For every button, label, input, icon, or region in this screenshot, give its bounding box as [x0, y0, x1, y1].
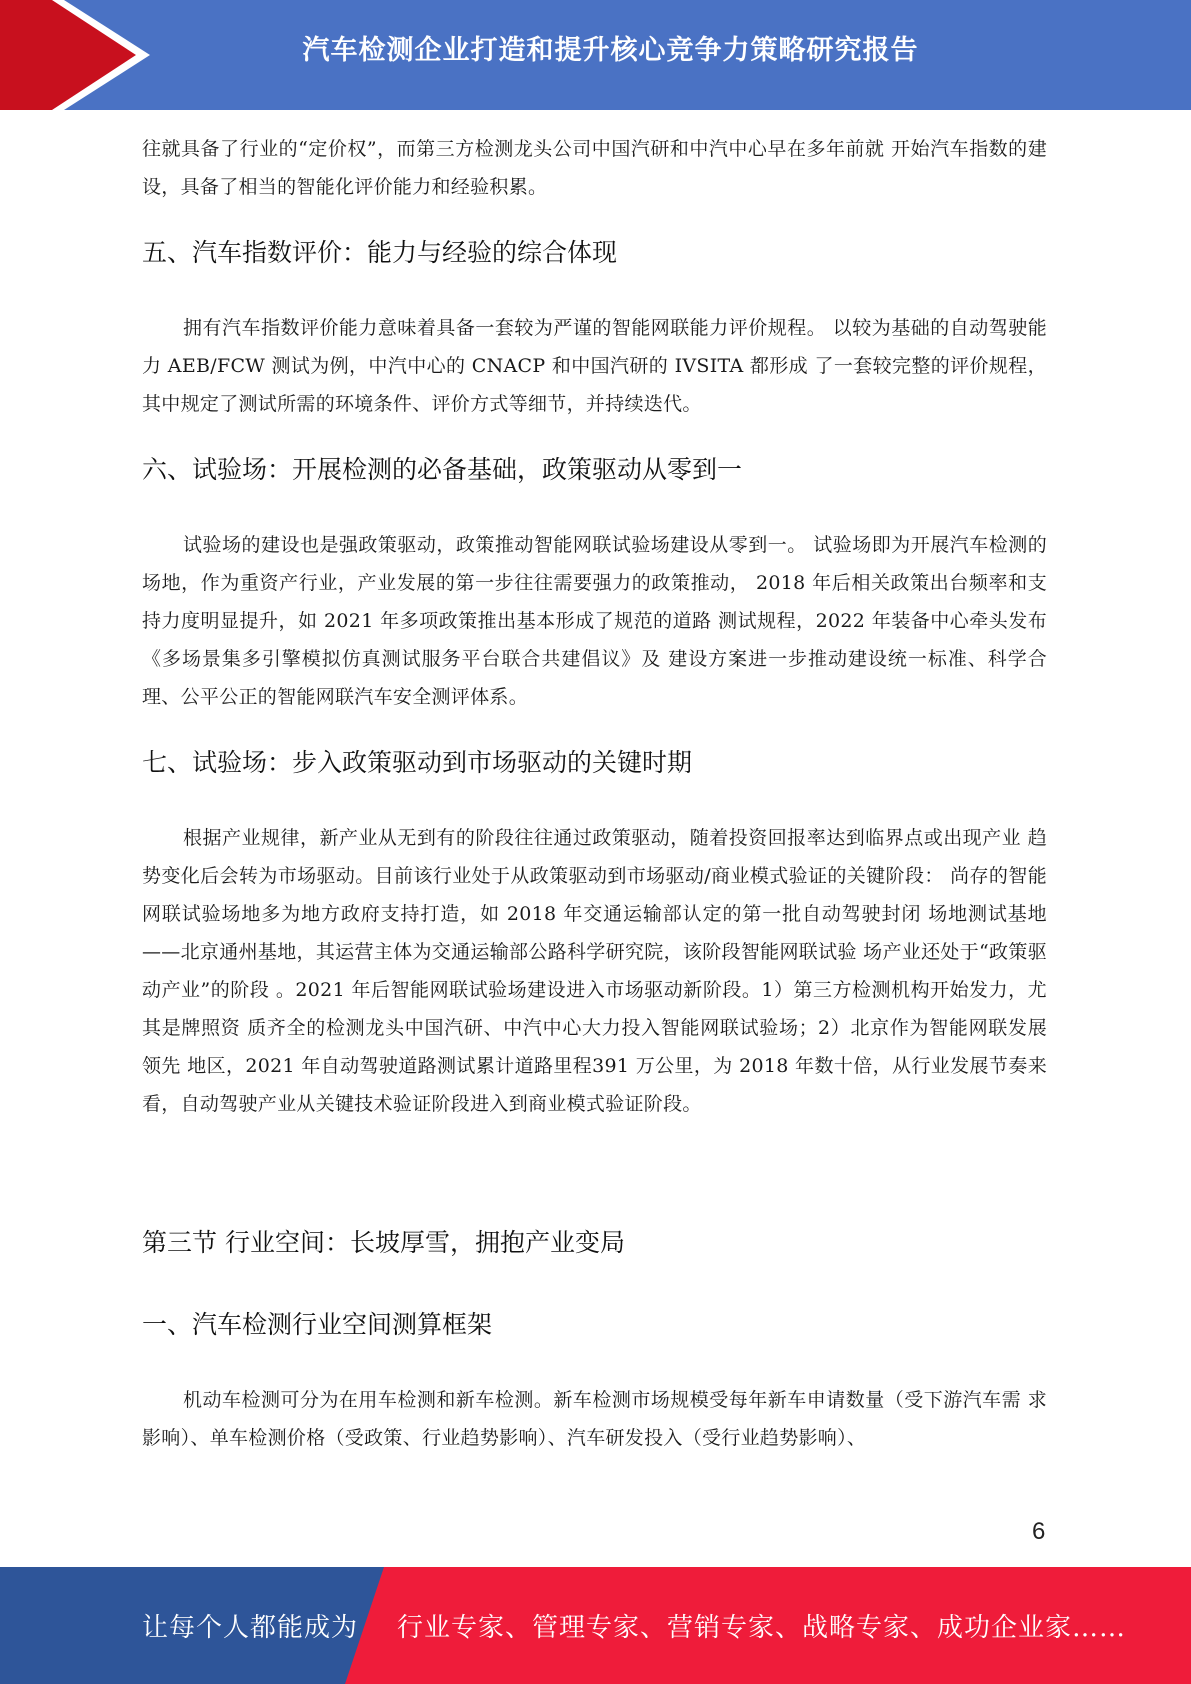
- page-footer: [0, 1567, 1191, 1684]
- page-content: [142, 130, 1047, 1457]
- last-paragraph: 机动车检测可分为在用车检测和新车检测。新车检测市场规模受每年新车申请数量（受下游汽车需 求影响）、单车检测价格（受政策、行业趋势影响）、汽车研发投入（受行业趋势影响）、: [142, 1389, 1047, 1449]
- section-heading-6: 六、试验场：开展检测的必备基础，政策驱动从零到一: [142, 455, 743, 484]
- intro-paragraph: 往就具备了行业的“定价权”，而第三方检测龙头公司中国汽研和中汽中心早在多年前就 开始汽车指数的建设，具备了相当的智能化评价能力和经验积累。: [142, 138, 1047, 198]
- footer-slogan-right: 行业专家、管理专家、营销专家、战略专家、成功企业家……: [397, 1613, 1127, 1643]
- header-title: 汽车检测企业打造和提升核心竞争力策略研究报告: [302, 35, 919, 66]
- section-paragraph-6: 试验场的建设也是强政策驱动，政策推动智能网联试验场建设从零到一。 试验场即为开展汽车检测的场地，作为重资产行业，产业发展的第一步往往需要强力的政策推动， 2018 年后相关政策出台频率和支持力度明显提升，如 2021 年多项政策推出基本形成了规范的道路 测试规程，2022 年装备中心牵头发布《多场景集多引擎模拟仿真测试服务平台联合共建倡议》及 建设方案进一步推动建设统一标准、科学合理、公平公正的智能网联汽车安全测评体系。: [142, 534, 1047, 708]
- subsection-heading: 一、汽车检测行业空间测算框架: [142, 1310, 493, 1339]
- page-header: [0, 0, 1191, 110]
- page-number: 6: [1032, 1518, 1046, 1545]
- section-paragraph-7: 根据产业规律，新产业从无到有的阶段往往通过政策驱动，随着投资回报率达到临界点或出现产业 趋势变化后会转为市场驱动。目前该行业处于从政策驱动到市场驱动/商业模式验证的关键阶段： 尚存的智能网联试验场地多为地方政府支持打造，如 2018 年交通运输部认定的第一批自动驾驶封闭 场地测试基地——北京通州基地，其运营主体为交通运输部公路科学研究院，该阶段智能网联试验 场产业还处于“政策驱动产业”的阶段 。2021 年后智能网联试验场建设进入市场驱动新阶段。1）第三方检测机构开始发力，尤其是牌照资 质齐全的检测龙头中国汽研、中汽中心大力投入智能网联试验场；2）北京作为智能网联发展领先 地区，2021 年自动驾驶道路测试累计道路里程391 万公里，为 2018 年数十倍，从行业发展节奏来看，自动驾驶产业从关键技术验证阶段进入到商业模式验证阶段。: [142, 827, 1047, 1115]
- chapter-heading: 第三节 行业空间：长坡厚雪，拥抱产业变局: [142, 1228, 625, 1257]
- footer-slogan-left: 让每个人都能成为: [142, 1613, 359, 1643]
- section-paragraph-5: 拥有汽车指数评价能力意味着具备一套较为严谨的智能网联能力评价规程。 以较为基础的自动驾驶能力 AEB/FCW 测试为例，中汽中心的 CNACP 和中国汽研的 IVSITA 都形成 了一套较完整的评价规程，其中规定了测试所需的环境条件、评价方式等细节，并持续迭代。: [142, 317, 1047, 415]
- section-heading-7: 七、试验场：步入政策驱动到市场驱动的关键时期: [142, 748, 693, 777]
- section-heading-5: 五、汽车指数评价：能力与经验的综合体现: [142, 238, 618, 267]
